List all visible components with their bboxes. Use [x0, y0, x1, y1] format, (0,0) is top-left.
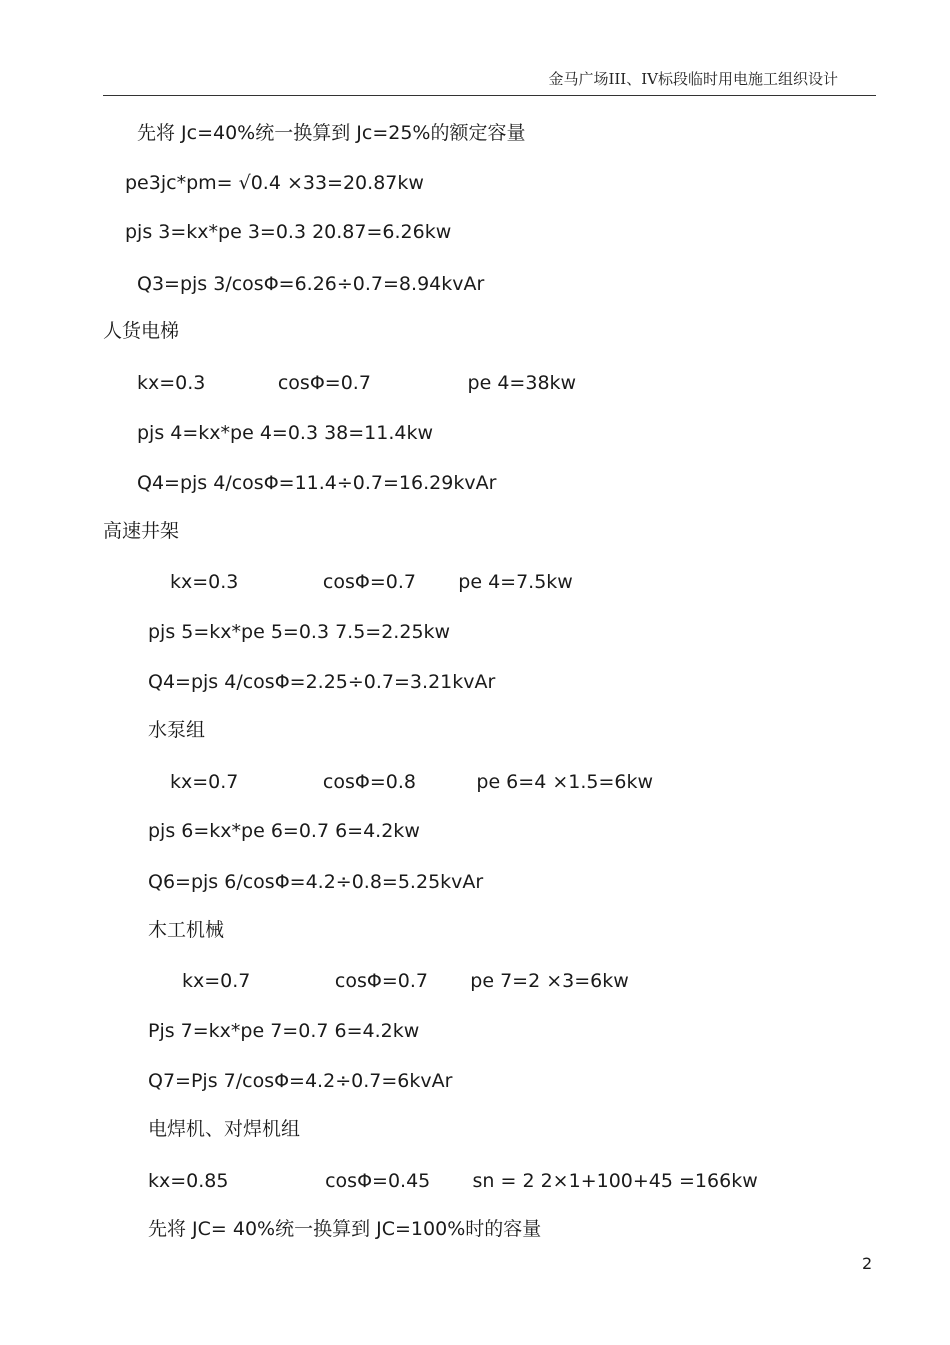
formula-line: pjs 6=kx*pe 6=0.7 6=4.2kw: [148, 820, 420, 842]
formula-line: pjs 5=kx*pe 5=0.3 7.5=2.25kw: [148, 621, 451, 643]
formula-line: Q7=Pjs 7/cosΦ=4.2÷0.7=6kvAr: [148, 1070, 453, 1092]
parameter-line: kx=0.3 cosΦ=0.7 pe 4=38kw: [137, 372, 577, 394]
section-heading: 电焊机、对焊机组: [148, 1118, 301, 1140]
formula-line: Q4=pjs 4/cosΦ=2.25÷0.7=3.21kvAr: [148, 671, 496, 693]
formula-line: Q4=pjs 4/cosΦ=11.4÷0.7=16.29kvAr: [137, 472, 497, 494]
document-title: 金马广场III、IV标段临时用电施工组织设计: [548, 70, 838, 88]
formula-line: Q3=pjs 3/cosΦ=6.26÷0.7=8.94kvAr: [137, 273, 485, 295]
formula-line: pjs 4=kx*pe 4=0.3 38=11.4kw: [137, 422, 434, 444]
parameter-line: kx=0.85 cosΦ=0.45 sn = 2 2×1+100+45 =166kw: [148, 1170, 758, 1192]
section-heading: 人货电梯: [103, 320, 180, 342]
text-line: 先将 Jc=40%统一换算到 Jc=25%的额定容量: [137, 122, 526, 144]
formula-line: Pjs 7=kx*pe 7=0.7 6=4.2kw: [148, 1020, 420, 1042]
section-heading: 高速井架: [103, 520, 180, 542]
section-heading: 木工机械: [148, 919, 225, 941]
parameter-line: kx=0.7 cosΦ=0.7 pe 7=2 ×3=6kw: [182, 970, 629, 992]
formula-line: Q6=pjs 6/cosΦ=4.2÷0.8=5.25kvAr: [148, 871, 484, 893]
section-heading: 水泵组: [148, 719, 206, 741]
header-divider: [103, 95, 876, 96]
formula-line: pe3jc*pm= √0.4 ×33=20.87kw: [125, 172, 424, 194]
parameter-line: kx=0.7 cosΦ=0.8 pe 6=4 ×1.5=6kw: [170, 771, 654, 793]
page-number: 2: [862, 1254, 873, 1273]
text-line: 先将 JC= 40%统一换算到 JC=100%时的容量: [148, 1218, 542, 1240]
parameter-line: kx=0.3 cosΦ=0.7 pe 4=7.5kw: [170, 571, 573, 593]
formula-line: pjs 3=kx*pe 3=0.3 20.87=6.26kw: [125, 221, 452, 243]
